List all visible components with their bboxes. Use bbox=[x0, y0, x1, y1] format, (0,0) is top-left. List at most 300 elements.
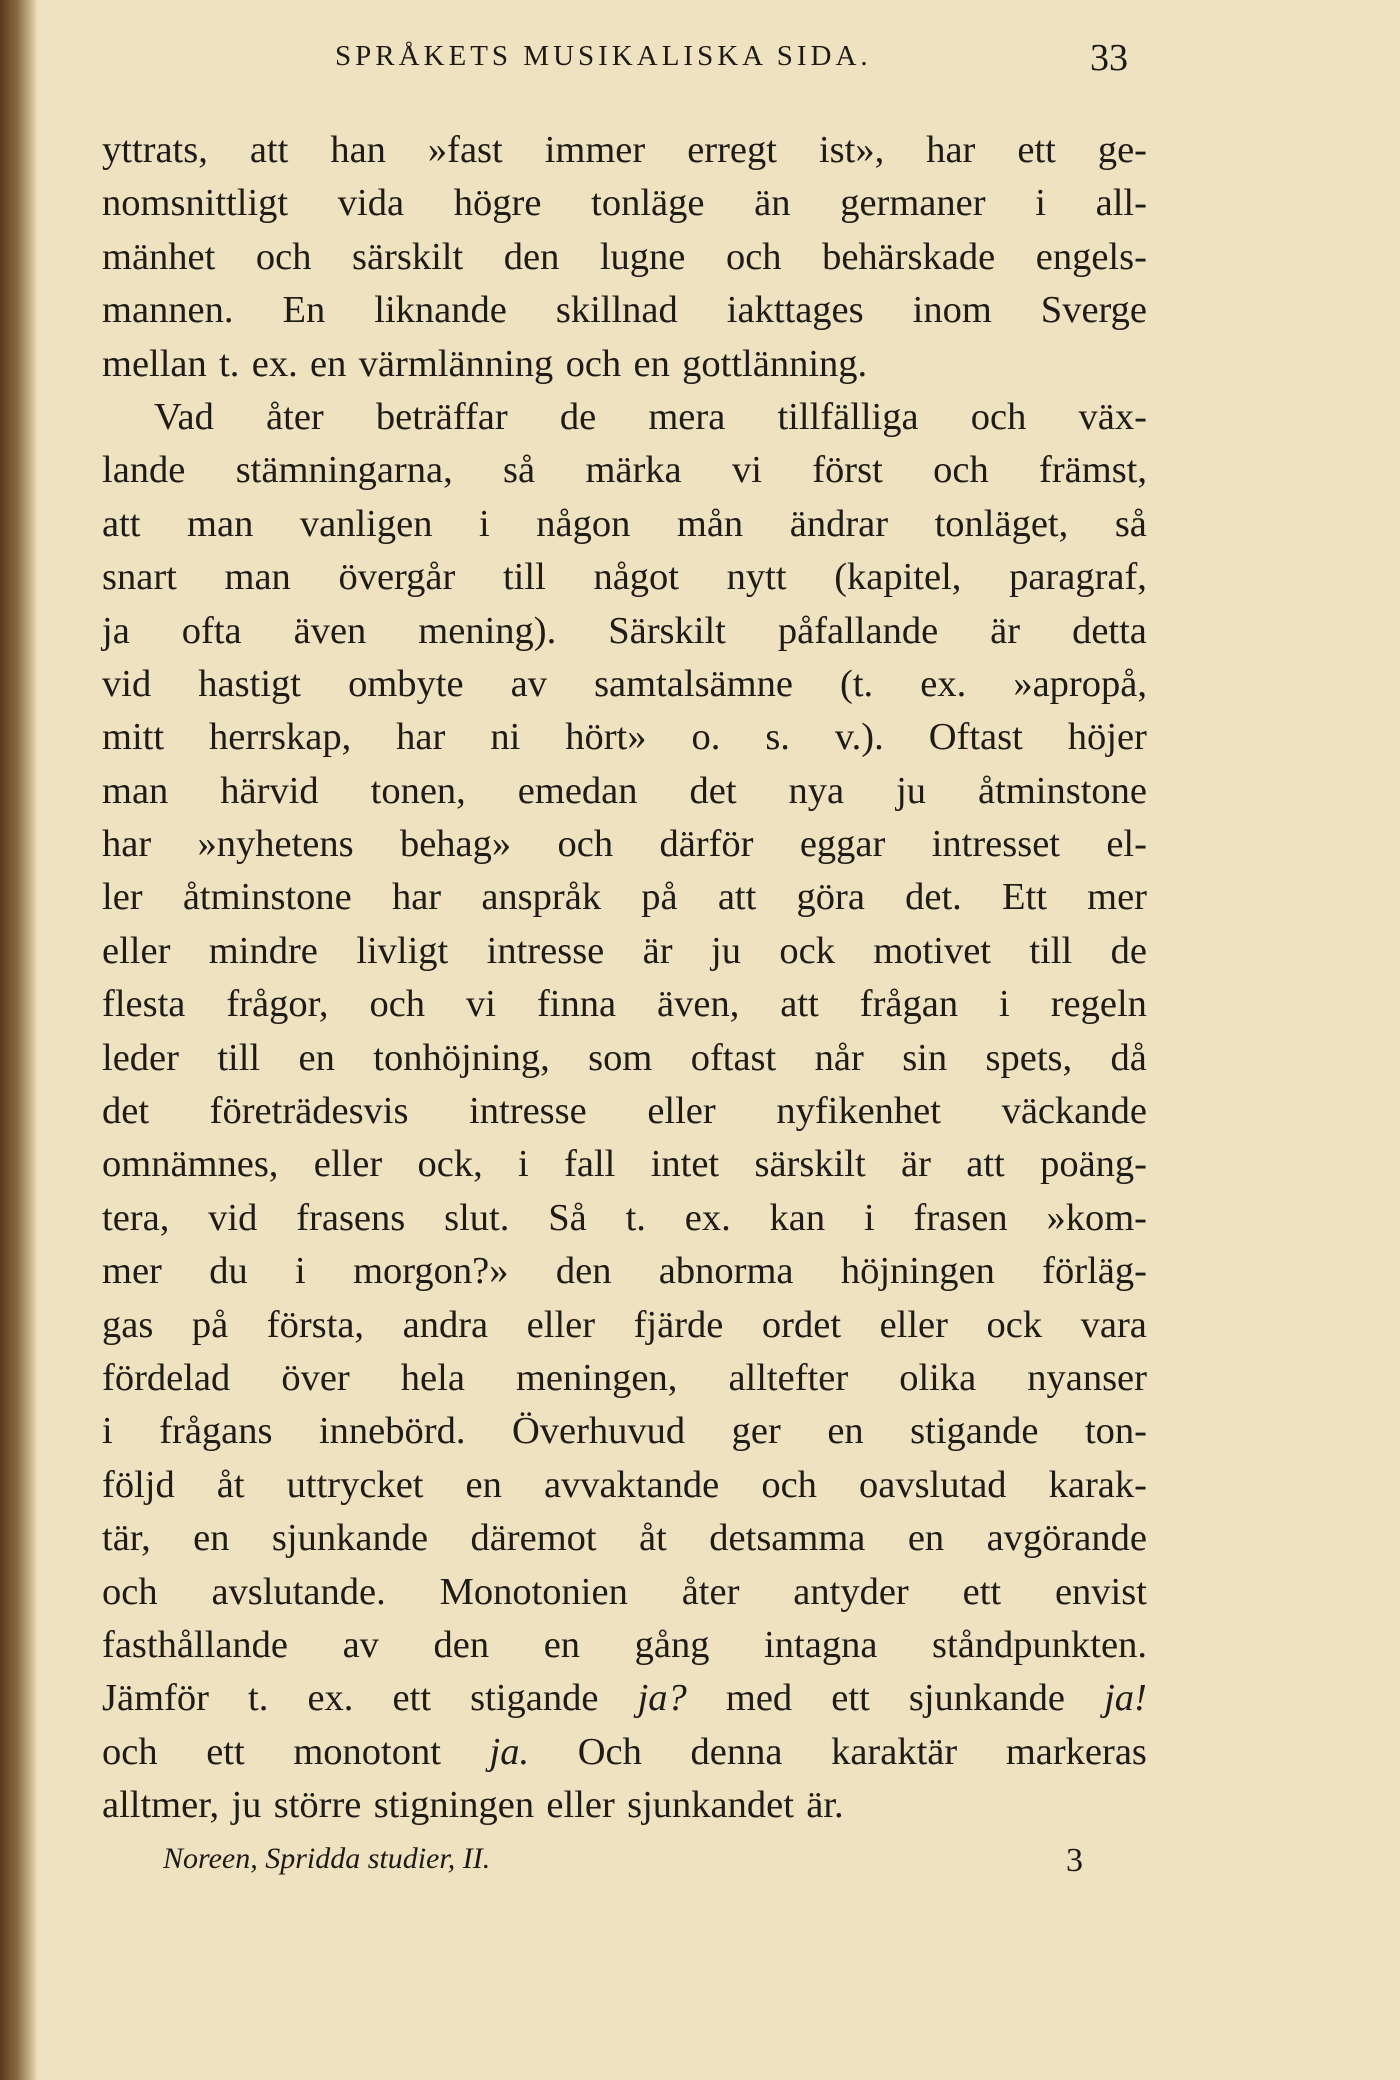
text-line bbox=[102, 978, 1147, 1031]
word: slut. bbox=[444, 1196, 510, 1239]
text-line bbox=[102, 925, 1147, 978]
word: åter bbox=[266, 395, 324, 438]
word: En bbox=[282, 289, 326, 332]
word: främst, bbox=[1039, 449, 1147, 492]
word: (kapitel, bbox=[834, 556, 962, 599]
word: det. bbox=[905, 876, 962, 919]
word: ändrar bbox=[789, 502, 889, 545]
word: är. bbox=[806, 1784, 844, 1827]
word: en bbox=[193, 1517, 230, 1560]
word: så bbox=[503, 449, 536, 492]
word: lande bbox=[102, 449, 186, 492]
word: stigande bbox=[910, 1410, 1039, 1453]
word: tonen, bbox=[370, 769, 466, 812]
text-line bbox=[102, 1352, 1147, 1405]
word: o. bbox=[691, 716, 721, 759]
text-line bbox=[102, 1138, 1147, 1191]
word: och bbox=[725, 235, 782, 278]
text-line bbox=[102, 1566, 1147, 1619]
word: olika bbox=[899, 1356, 977, 1399]
word: behag» bbox=[399, 823, 512, 866]
word: nyfikenhet bbox=[776, 1090, 941, 1133]
word: särskilt bbox=[351, 235, 464, 278]
word: stämningarna, bbox=[235, 449, 453, 492]
word: intagna bbox=[764, 1623, 878, 1666]
word: större bbox=[273, 1784, 362, 1827]
word: ge- bbox=[1097, 129, 1147, 171]
word: åtminstone bbox=[182, 876, 352, 919]
word: ex. bbox=[684, 1196, 731, 1239]
word: med bbox=[725, 1677, 793, 1720]
text-line bbox=[102, 1192, 1147, 1245]
text-line bbox=[102, 818, 1147, 871]
word: meningen, bbox=[515, 1356, 678, 1399]
word: mänhet bbox=[102, 235, 216, 278]
word: engels- bbox=[1035, 235, 1147, 278]
word: omnämnes, bbox=[102, 1143, 279, 1186]
word: avgörande bbox=[986, 1517, 1147, 1560]
word: »kom- bbox=[1046, 1196, 1147, 1239]
word: därför bbox=[659, 823, 754, 866]
word: ton- bbox=[1084, 1410, 1147, 1453]
word: och bbox=[369, 983, 426, 1026]
word: detta bbox=[1072, 609, 1147, 652]
word: någon bbox=[536, 502, 631, 545]
word: vi bbox=[731, 449, 762, 492]
word: ni bbox=[490, 716, 521, 759]
word: yttrats, bbox=[102, 129, 208, 171]
word: vida bbox=[337, 182, 405, 225]
binding-gutter bbox=[0, 0, 38, 2080]
body-text bbox=[102, 124, 1147, 1833]
word: och bbox=[255, 235, 312, 278]
word: mer bbox=[1087, 876, 1147, 919]
word: och bbox=[102, 1730, 158, 1773]
word: väckande bbox=[1001, 1090, 1147, 1133]
word: nya bbox=[788, 769, 845, 812]
word: livligt bbox=[356, 929, 449, 972]
word: sjunkande bbox=[271, 1517, 429, 1560]
word: frasen bbox=[913, 1196, 1008, 1239]
word: behärskade bbox=[822, 235, 996, 278]
word: poäng- bbox=[1040, 1143, 1147, 1186]
word: att bbox=[780, 983, 819, 1026]
word: intresse bbox=[486, 929, 605, 972]
text-line bbox=[102, 338, 1147, 391]
word: Och bbox=[577, 1730, 642, 1773]
word: en bbox=[543, 1623, 581, 1666]
text-line bbox=[102, 231, 1147, 284]
word: Vad bbox=[154, 395, 214, 438]
word: över bbox=[281, 1356, 350, 1399]
word: ombyte bbox=[348, 662, 464, 705]
text-line bbox=[102, 498, 1147, 551]
word: sjunkandet bbox=[627, 1784, 794, 1827]
word: märka bbox=[585, 449, 682, 492]
word: kan bbox=[769, 1196, 826, 1239]
word: eller bbox=[879, 1303, 948, 1346]
word: mening). bbox=[418, 609, 557, 652]
word: eller bbox=[102, 929, 171, 972]
word: uttrycket bbox=[286, 1463, 424, 1506]
word: han bbox=[330, 129, 386, 171]
word: mitt bbox=[102, 716, 165, 759]
word: gas bbox=[102, 1303, 154, 1346]
word: denna bbox=[690, 1730, 783, 1773]
text-line bbox=[102, 444, 1147, 497]
word: t. bbox=[625, 1196, 646, 1239]
word: andra bbox=[402, 1303, 489, 1346]
word: finna bbox=[536, 983, 617, 1026]
word: s. bbox=[765, 716, 790, 759]
word: ock, bbox=[417, 1143, 483, 1186]
word: en bbox=[827, 1410, 864, 1453]
word: de bbox=[1110, 929, 1147, 972]
word: Särskilt bbox=[608, 609, 726, 652]
text-line bbox=[102, 124, 1147, 177]
word: ex. bbox=[920, 662, 967, 705]
word: att bbox=[102, 502, 141, 545]
word: leder bbox=[102, 1036, 179, 1079]
word: tera, bbox=[102, 1196, 170, 1239]
word: och bbox=[102, 1570, 158, 1613]
word: i bbox=[1035, 182, 1046, 225]
word: ett bbox=[392, 1677, 432, 1720]
word: karaktär bbox=[831, 1730, 958, 1773]
word: i bbox=[863, 1196, 875, 1239]
word: herrskap, bbox=[209, 716, 352, 759]
word: ju bbox=[231, 1784, 262, 1827]
word: hört» bbox=[565, 716, 647, 759]
word: som bbox=[588, 1036, 653, 1079]
page-number: 33 bbox=[1090, 37, 1128, 79]
word: ett bbox=[206, 1730, 245, 1773]
text-line bbox=[102, 391, 1147, 444]
word: så bbox=[1114, 502, 1147, 545]
word: i bbox=[102, 1410, 113, 1453]
text-line bbox=[102, 1405, 1147, 1458]
word: härvid bbox=[220, 769, 319, 812]
text-line bbox=[102, 1619, 1147, 1672]
word: hela bbox=[400, 1356, 465, 1399]
word: den bbox=[555, 1250, 612, 1293]
word: ja? bbox=[637, 1677, 687, 1720]
word: eggar bbox=[799, 823, 886, 866]
footer-sheet-number: 3 bbox=[1066, 1842, 1083, 1879]
word: emedan bbox=[517, 769, 638, 812]
word: är bbox=[990, 609, 1021, 652]
word: Monotonien bbox=[439, 1570, 628, 1613]
word: motivet bbox=[873, 929, 991, 972]
word: ofta bbox=[181, 609, 242, 652]
word: samtalsämne bbox=[594, 662, 793, 705]
footer-signature: Noreen, Spridda studier, II. bbox=[163, 1842, 491, 1875]
word: anspråk bbox=[481, 876, 602, 919]
word: vanligen bbox=[299, 502, 433, 545]
word: följd bbox=[102, 1463, 175, 1506]
word: åter bbox=[681, 1570, 740, 1613]
text-line bbox=[102, 871, 1147, 924]
word: »fast bbox=[427, 129, 503, 171]
word: göra bbox=[796, 876, 865, 919]
word: i bbox=[999, 983, 1010, 1026]
text-line bbox=[102, 1245, 1147, 1298]
word: envist bbox=[1054, 1570, 1147, 1613]
word: och bbox=[970, 395, 1027, 438]
word: Ett bbox=[1002, 876, 1047, 919]
word: att bbox=[249, 129, 289, 171]
word: har bbox=[926, 129, 976, 171]
word: alltmer, bbox=[102, 1784, 220, 1827]
word: oavslutad bbox=[858, 1463, 1007, 1506]
word: övergår bbox=[338, 556, 456, 599]
word: är bbox=[901, 1143, 931, 1186]
text-line bbox=[102, 177, 1147, 230]
word: att bbox=[717, 876, 757, 919]
word: antyder bbox=[793, 1570, 909, 1613]
word: flesta bbox=[102, 983, 186, 1026]
word: Överhuvud bbox=[511, 1410, 686, 1453]
word: fasthållande bbox=[102, 1623, 288, 1666]
word: de bbox=[559, 395, 597, 438]
word: första, bbox=[266, 1303, 365, 1346]
word: har bbox=[396, 716, 446, 759]
word: når bbox=[814, 1036, 864, 1079]
word: även, bbox=[657, 983, 740, 1026]
word: fall bbox=[564, 1143, 616, 1186]
word: värmlänning bbox=[358, 342, 554, 385]
word: stigande bbox=[470, 1677, 599, 1720]
word: »nyhetens bbox=[197, 823, 354, 866]
word: monotont bbox=[293, 1730, 441, 1773]
text-line bbox=[102, 1512, 1147, 1565]
word: och bbox=[557, 823, 614, 866]
word: påfallande bbox=[777, 609, 939, 652]
word: mån bbox=[676, 502, 744, 545]
word: ju bbox=[896, 769, 927, 812]
word: avvaktande bbox=[543, 1463, 720, 1506]
word: den bbox=[433, 1623, 490, 1666]
word: du bbox=[209, 1250, 248, 1293]
word: Jämför bbox=[102, 1677, 209, 1720]
word: fjärde bbox=[633, 1303, 724, 1346]
word: ex. bbox=[307, 1677, 354, 1720]
word: först bbox=[812, 449, 883, 492]
word: tonläge bbox=[591, 182, 705, 225]
word: ock bbox=[986, 1303, 1043, 1346]
word: tonhöjning, bbox=[373, 1036, 550, 1079]
word: oftast bbox=[690, 1036, 777, 1079]
word: särskilt bbox=[754, 1143, 866, 1186]
word: företrädesvis bbox=[209, 1090, 409, 1133]
word: höjer bbox=[1067, 716, 1147, 759]
word: sin bbox=[902, 1036, 948, 1079]
word: (t. bbox=[840, 662, 874, 705]
word: lugne bbox=[599, 235, 686, 278]
word: germaner bbox=[840, 182, 986, 225]
word: tillfälliga bbox=[777, 395, 919, 438]
word: stigningen bbox=[373, 1784, 535, 1827]
word: något bbox=[593, 556, 679, 599]
word: iakttages bbox=[726, 289, 864, 332]
word: spets, bbox=[985, 1036, 1073, 1079]
word: v.). bbox=[834, 716, 884, 759]
word: vid bbox=[208, 1196, 258, 1239]
text-line bbox=[102, 284, 1147, 337]
text-line bbox=[102, 1032, 1147, 1085]
word: åt bbox=[216, 1463, 245, 1506]
word: abnorma bbox=[658, 1250, 794, 1293]
word: liknande bbox=[374, 289, 507, 332]
word: ett bbox=[1017, 129, 1056, 171]
word: immer bbox=[544, 129, 646, 171]
word: man bbox=[224, 556, 291, 599]
word: Sverge bbox=[1040, 289, 1147, 332]
word: det bbox=[102, 1090, 150, 1133]
word: ja. bbox=[489, 1730, 530, 1773]
word: mannen. bbox=[102, 289, 234, 332]
word: ordet bbox=[761, 1303, 842, 1346]
word: eller bbox=[546, 1784, 615, 1827]
word: tär, bbox=[102, 1517, 151, 1560]
word: »apropå, bbox=[1013, 662, 1147, 705]
text-line bbox=[102, 658, 1147, 711]
word: man bbox=[102, 769, 169, 812]
word: t. bbox=[248, 1677, 269, 1720]
word: av bbox=[342, 1623, 379, 1666]
running-header: SPRÅKETS MUSIKALISKA SIDA. bbox=[335, 40, 872, 72]
word: av bbox=[510, 662, 547, 705]
word: frågor, bbox=[226, 983, 329, 1026]
word: mellan bbox=[102, 342, 207, 385]
word: el- bbox=[1106, 823, 1147, 866]
word: gottlänning. bbox=[682, 342, 868, 385]
word: Så bbox=[548, 1196, 587, 1239]
word: ist», bbox=[818, 129, 885, 171]
word: sjunkande bbox=[908, 1677, 1065, 1720]
text-line bbox=[102, 1085, 1147, 1138]
word: ja! bbox=[1104, 1677, 1147, 1720]
word: på bbox=[641, 876, 678, 919]
word: en bbox=[298, 1036, 335, 1079]
text-line bbox=[102, 1299, 1147, 1352]
text-line bbox=[102, 551, 1147, 604]
word: alltefter bbox=[728, 1356, 849, 1399]
word: och bbox=[761, 1463, 817, 1506]
word: nytt bbox=[726, 556, 787, 599]
word: fördelad bbox=[102, 1356, 231, 1399]
word: ett bbox=[962, 1570, 1002, 1613]
text-line bbox=[102, 1779, 1147, 1832]
word: en bbox=[310, 342, 347, 385]
word: åt bbox=[639, 1517, 667, 1560]
word: då bbox=[1110, 1036, 1147, 1079]
word: är bbox=[642, 929, 673, 972]
word: ett bbox=[831, 1677, 870, 1720]
word: eller bbox=[647, 1090, 716, 1133]
word: den bbox=[503, 235, 560, 278]
word: t. bbox=[219, 342, 240, 385]
word: Oftast bbox=[928, 716, 1023, 759]
word: frasens bbox=[296, 1196, 406, 1239]
word: karak- bbox=[1048, 1463, 1147, 1506]
text-line bbox=[102, 711, 1147, 764]
word: vara bbox=[1080, 1303, 1147, 1346]
word: intet bbox=[650, 1143, 720, 1186]
word: gång bbox=[634, 1623, 710, 1666]
word: vid bbox=[102, 662, 152, 705]
word: frågans bbox=[159, 1410, 273, 1453]
text-line bbox=[102, 1672, 1147, 1725]
word: markeras bbox=[1005, 1730, 1147, 1773]
word: ju bbox=[711, 929, 741, 972]
word: ja bbox=[102, 609, 130, 652]
word: intresset bbox=[931, 823, 1060, 866]
word: nomsnittligt bbox=[102, 182, 289, 225]
word: en bbox=[465, 1463, 502, 1506]
word: även bbox=[293, 609, 367, 652]
word: och bbox=[933, 449, 989, 492]
word: har bbox=[391, 876, 442, 919]
word: till bbox=[1029, 929, 1073, 972]
word: en bbox=[633, 342, 670, 385]
word: morgon?» bbox=[353, 1250, 509, 1293]
word: mer bbox=[102, 1250, 162, 1293]
word: innebörd. bbox=[318, 1410, 466, 1453]
word: eller bbox=[526, 1303, 596, 1346]
word: all- bbox=[1095, 182, 1147, 225]
text-line bbox=[102, 605, 1147, 658]
word: än bbox=[754, 182, 791, 225]
word: i bbox=[518, 1143, 529, 1186]
word: på bbox=[191, 1303, 229, 1346]
word: höjningen bbox=[840, 1250, 995, 1293]
word: och bbox=[565, 342, 622, 385]
word: förläg- bbox=[1042, 1250, 1147, 1293]
word: eller bbox=[313, 1143, 383, 1186]
word: skillnad bbox=[555, 289, 678, 332]
word: beträffar bbox=[375, 395, 508, 438]
word: ler bbox=[102, 876, 143, 919]
word: väx- bbox=[1078, 395, 1147, 438]
word: att bbox=[966, 1143, 1005, 1186]
word: till bbox=[502, 556, 546, 599]
word: ger bbox=[731, 1410, 781, 1453]
word: i bbox=[479, 502, 490, 545]
word: tonläget, bbox=[934, 502, 1069, 545]
word: hastigt bbox=[198, 662, 301, 705]
word: högre bbox=[453, 182, 542, 225]
word: har bbox=[102, 823, 152, 866]
word: snart bbox=[102, 556, 177, 599]
word: det bbox=[689, 769, 737, 812]
word: åtminstone bbox=[978, 769, 1147, 812]
word: man bbox=[187, 502, 254, 545]
word: regeln bbox=[1050, 983, 1147, 1026]
text-line bbox=[102, 1726, 1147, 1779]
word: mindre bbox=[208, 929, 318, 972]
text-line bbox=[102, 1459, 1147, 1512]
text-line bbox=[102, 765, 1147, 818]
word: ock bbox=[779, 929, 835, 972]
word: mera bbox=[648, 395, 726, 438]
word: en bbox=[907, 1517, 945, 1560]
word: erregt bbox=[687, 129, 777, 171]
word: frågan bbox=[859, 983, 959, 1026]
word: intresse bbox=[469, 1090, 587, 1133]
word: ex. bbox=[251, 342, 298, 385]
word: till bbox=[217, 1036, 261, 1079]
